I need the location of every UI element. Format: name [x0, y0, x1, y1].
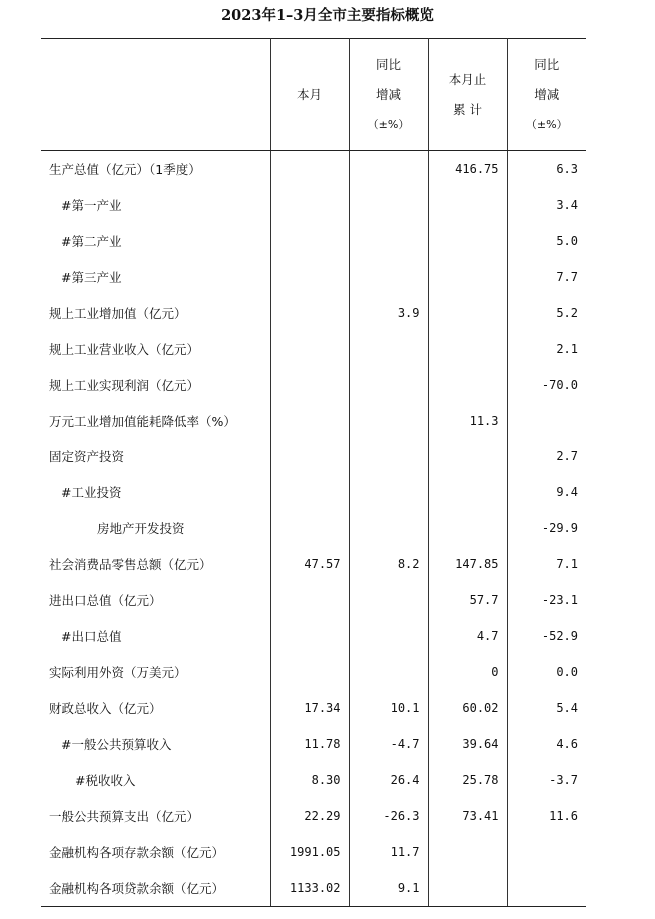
row-label: #一般公共预算收入 [41, 726, 270, 762]
row-label: #第三产业 [41, 259, 270, 295]
cell-month-yoy [349, 510, 428, 546]
cell-month-yoy [349, 582, 428, 618]
cell-month-yoy [349, 474, 428, 510]
table-row [41, 690, 586, 726]
header-indicator [41, 39, 270, 151]
table-row [41, 582, 586, 618]
cell-month-yoy: 3.9 [349, 295, 428, 331]
cell-cumulative [428, 474, 507, 510]
cell-cumulative [428, 367, 507, 403]
cell-month-yoy: 8.2 [349, 546, 428, 582]
row-label: 财政总收入（亿元） [41, 690, 270, 726]
cell-cumulative-yoy: 6.3 [556, 161, 578, 176]
cell-month-yoy: 10.1 [349, 690, 428, 726]
cell-month: 17.34 [270, 690, 349, 726]
cell-cumulative [428, 295, 507, 331]
table-row [41, 367, 586, 403]
cell-month-yoy [349, 223, 428, 259]
cell-month [270, 223, 349, 259]
cell-month-yoy [349, 403, 428, 439]
table-row [41, 187, 586, 223]
cell-cumulative-yoy: 0.0 [556, 665, 578, 680]
cell-cumulative-yoy: 7.1 [556, 557, 578, 572]
table-row [41, 295, 586, 331]
table-row [41, 726, 586, 762]
cell-cumulative-yoy [507, 870, 586, 906]
cell-month [270, 582, 349, 618]
cell-cumulative [428, 259, 507, 295]
table-row [41, 259, 586, 295]
cell-month: 1991.05 [270, 834, 349, 870]
indicator-table [41, 38, 586, 907]
cell-cumulative-yoy: -52.9 [541, 629, 578, 644]
cell-cumulative [428, 834, 507, 870]
cell-month [270, 654, 349, 690]
cell-month: 22.29 [270, 798, 349, 834]
cell-cumulative: 57.7 [428, 582, 507, 618]
cell-cumulative: 147.85 [428, 546, 507, 582]
cell-month: 1133.02 [270, 870, 349, 906]
cell-cumulative-yoy: 5.0 [556, 233, 578, 248]
cell-month [270, 295, 349, 331]
cell-cumulative [428, 510, 507, 546]
row-label: #税收收入 [41, 762, 270, 798]
cell-month-yoy: -26.3 [349, 798, 428, 834]
cell-cumulative-yoy: 9.4 [556, 485, 578, 500]
cell-month-yoy [349, 367, 428, 403]
row-label: 金融机构各项贷款余额（亿元） [41, 870, 270, 906]
table-row [41, 654, 586, 690]
row-label: #第二产业 [41, 223, 270, 259]
table-row [41, 618, 586, 654]
cell-cumulative: 416.75 [428, 151, 507, 187]
row-label: 金融机构各项存款余额（亿元） [41, 834, 270, 870]
row-label: 万元工业增加值能耗降低率（%） [41, 403, 270, 439]
header-month-label: 本月 [296, 86, 322, 102]
cell-cumulative-yoy: -23.1 [541, 593, 578, 608]
header-cumulative [428, 39, 507, 151]
cell-cumulative-yoy: 11.6 [549, 808, 578, 823]
cell-cumulative: 73.41 [428, 798, 507, 834]
row-label: 规上工业增加值（亿元） [41, 295, 270, 331]
table-body [41, 151, 586, 907]
header-month-yoy-line2: 增减 [375, 86, 401, 102]
header-cumulative-line2: 累 计 [453, 101, 482, 117]
cell-month [270, 439, 349, 475]
cell-cumulative-yoy: 5.4 [556, 701, 578, 716]
cell-cumulative: 0 [428, 654, 507, 690]
row-label: #出口总值 [41, 618, 270, 654]
cell-cumulative: 39.64 [428, 726, 507, 762]
cell-month-yoy [349, 331, 428, 367]
row-label: 社会消费品零售总额（亿元） [41, 546, 270, 582]
row-label: 进出口总值（亿元） [41, 582, 270, 618]
header-cumulative-yoy-line2: 增减 [534, 86, 560, 102]
cell-month-yoy: 9.1 [349, 870, 428, 906]
cell-cumulative: 11.3 [428, 403, 507, 439]
row-label: 实际利用外资（万美元） [41, 654, 270, 690]
row-label: 规上工业实现利润（亿元） [41, 367, 270, 403]
table-row [41, 546, 586, 582]
cell-month: 47.57 [270, 546, 349, 582]
cell-cumulative [428, 223, 507, 259]
cell-month: 8.30 [270, 762, 349, 798]
cell-cumulative-yoy: -29.9 [541, 521, 578, 536]
cell-month [270, 259, 349, 295]
cell-month-yoy: -4.7 [349, 726, 428, 762]
cell-month [270, 403, 349, 439]
table-row [41, 798, 586, 834]
row-label: 房地产开发投资 [41, 510, 270, 546]
cell-month-yoy [349, 654, 428, 690]
table-row [41, 151, 586, 187]
cell-month [270, 367, 349, 403]
row-label: 规上工业营业收入（亿元） [41, 331, 270, 367]
cell-cumulative-yoy: 4.6 [556, 736, 578, 751]
cell-month: 11.78 [270, 726, 349, 762]
header-cumulative-yoy-line3: （±%） [525, 117, 568, 131]
row-label: 固定资产投资 [41, 439, 270, 475]
cell-month [270, 151, 349, 187]
header-cumulative-yoy [507, 39, 586, 151]
row-label: 一般公共预算支出（亿元） [41, 798, 270, 834]
cell-cumulative-yoy: -3.7 [549, 772, 578, 787]
table-row [41, 331, 586, 367]
cell-cumulative-yoy: 2.1 [556, 341, 578, 356]
row-label: 生产总值（亿元）（1季度） [41, 151, 270, 187]
cell-cumulative [428, 331, 507, 367]
cell-month-yoy: 11.7 [349, 834, 428, 870]
cell-cumulative: 4.7 [428, 618, 507, 654]
row-label: #第一产业 [41, 187, 270, 223]
table-row [41, 870, 586, 906]
cell-month [270, 187, 349, 223]
table-row [41, 762, 586, 798]
table-header [41, 39, 586, 151]
table-row [41, 510, 586, 546]
cell-month-yoy [349, 259, 428, 295]
cell-cumulative: 60.02 [428, 690, 507, 726]
cell-cumulative [428, 439, 507, 475]
table-row [41, 474, 586, 510]
cell-month-yoy [349, 151, 428, 187]
cell-month-yoy: 26.4 [349, 762, 428, 798]
header-month [270, 39, 349, 151]
header-month-yoy-line3: （±%） [367, 117, 410, 131]
cell-month-yoy [349, 439, 428, 475]
cell-cumulative [428, 870, 507, 906]
header-month-yoy-line1: 同比 [375, 56, 401, 72]
cell-month [270, 474, 349, 510]
cell-month-yoy [349, 618, 428, 654]
page-title: 2023年1–3月全市主要指标概览 [221, 7, 434, 24]
header-cumulative-line1: 本月止 [448, 71, 487, 87]
cell-cumulative-yoy: 3.4 [556, 197, 578, 212]
cell-cumulative-yoy: 2.7 [556, 449, 578, 464]
cell-month [270, 510, 349, 546]
cell-month-yoy [349, 187, 428, 223]
cell-cumulative-yoy: 5.2 [556, 305, 578, 320]
table-row [41, 223, 586, 259]
header-month-yoy [349, 39, 428, 151]
cell-cumulative-yoy: -70.0 [541, 377, 578, 392]
cell-cumulative [428, 187, 507, 223]
table-row [41, 403, 586, 439]
cell-month [270, 331, 349, 367]
row-label: #工业投资 [41, 474, 270, 510]
cell-cumulative-yoy [507, 403, 586, 439]
cell-month [270, 618, 349, 654]
cell-cumulative: 25.78 [428, 762, 507, 798]
header-cumulative-yoy-line1: 同比 [534, 56, 560, 72]
table-row [41, 439, 586, 475]
cell-cumulative-yoy [507, 834, 586, 870]
table-row [41, 834, 586, 870]
cell-cumulative-yoy: 7.7 [556, 269, 578, 284]
